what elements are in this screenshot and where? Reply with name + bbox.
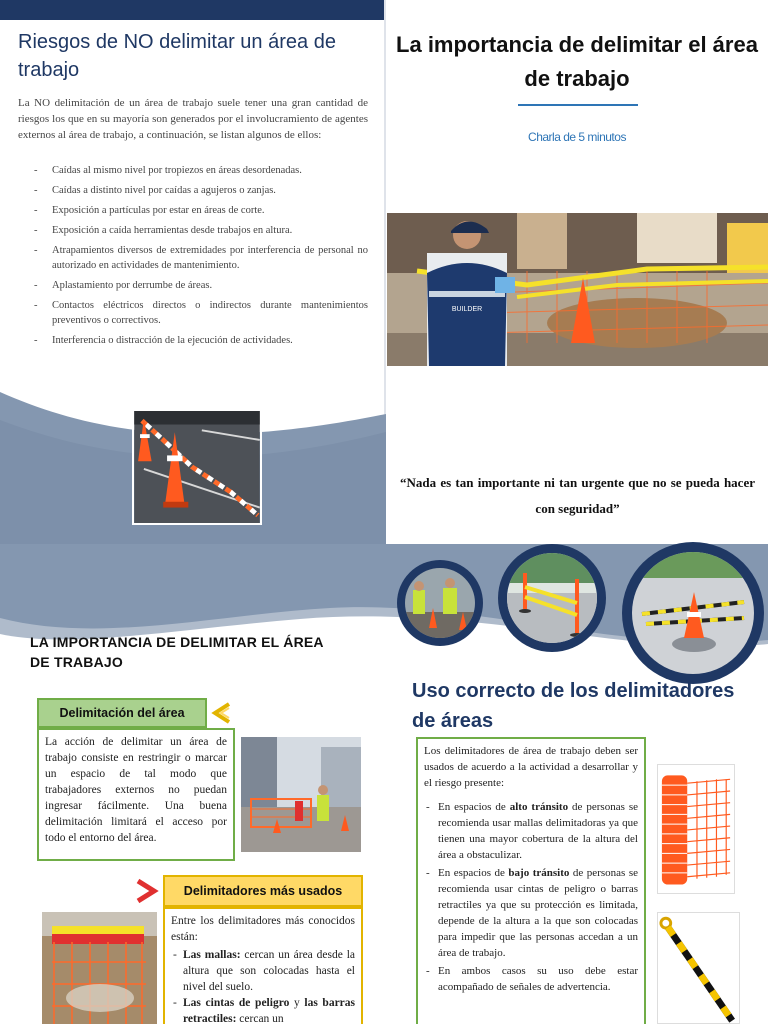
usage-box <box>416 737 646 1024</box>
item-text: cercan un área desde la altura que son colocadas hasta el nivel del suelo. <box>183 949 356 993</box>
item-bold: alto tránsito <box>509 801 569 813</box>
workers-circle-photo <box>397 560 483 646</box>
list-item <box>424 799 638 863</box>
item-text: y <box>289 997 305 1009</box>
list-item <box>171 947 355 995</box>
list-item: - Aplastamiento por derrumbe de áreas. <box>18 278 368 293</box>
item-text: de personas se recomienda usar mallas delimitadoras ya que tienen una mayor cobertura de la altura del área a obstaculizar. <box>438 801 638 861</box>
list-item: - Exposición a partículas por estar en áreas de corte. <box>18 203 368 218</box>
risks-title: Riesgos de NO delimitar un área de trabajo <box>18 31 336 81</box>
cover-subtitle: Charla de 5 minutos <box>528 130 626 144</box>
retractable-bar-photo <box>657 912 740 1024</box>
list-item: - Contactos eléctricos directos o indirectos durante mantenimientos preventivos o correctivos. <box>18 298 368 328</box>
list-item <box>171 995 355 1024</box>
chevron-left-icon <box>209 701 233 725</box>
chevron-right-icon <box>134 878 160 904</box>
list-item: - Caídas al mismo nivel por tropiezos en áreas desordenadas. <box>18 163 368 178</box>
title-underline <box>518 104 638 106</box>
list-item: - Caídas a distinto nivel por caídas a agujeros o zanjas. <box>18 183 368 198</box>
list-item: - Atrapamientos diversos de extremidades por interferencia de personal no autorizado en actividades de mantenimiento. <box>18 243 368 273</box>
cover-title: La importancia de delimitar el área de trabajo <box>396 32 758 91</box>
manhole-circle-photo <box>622 542 764 684</box>
item-bold: las barras retractiles: <box>183 997 356 1024</box>
safety-mesh-photo <box>657 764 735 894</box>
street-works-photo <box>241 737 361 852</box>
top-accent-bar <box>0 0 384 20</box>
excavation-photo <box>42 912 157 1024</box>
item-text: cercan un <box>236 1013 284 1024</box>
importance-title: LA IMPORTANCIA DE DELIMITAR EL ÁREA DE TRABAJO <box>30 634 324 670</box>
item-text: de personas se recomienda usar cintas de peligro o barras retractiles ya que su protección es limitada, depende de la altura a la que son colocadas para impedir que las personas accedan a un área de trabajo. <box>438 867 638 959</box>
delimitation-tag: Delimitación del área <box>37 698 207 728</box>
risks-list <box>18 163 368 353</box>
list-item: - En ambos casos su uso debe estar acompañado de señales de advertencia. <box>424 963 638 995</box>
item-bold: bajo tránsito <box>508 867 570 879</box>
common-delimiters-intro: Entre los delimitadores más conocidos están: <box>171 915 355 943</box>
list-item: - Exposición a caída herramientas desde trabajos en altura. <box>18 223 368 238</box>
worker-site-photo <box>387 213 768 366</box>
common-delimiters-box <box>163 907 363 1024</box>
usage-title: Uso correcto de los delimitadores de áreas <box>412 680 735 732</box>
vest-text: BUILDER <box>451 306 483 313</box>
item-text: En espacios de <box>438 867 509 879</box>
item-bold: Las cintas de peligro <box>183 997 290 1009</box>
list-item <box>424 865 638 961</box>
item-text: En espacios de <box>438 801 510 813</box>
barrier-circle-photo <box>498 544 606 652</box>
usage-intro: Los delimitadores de área de trabajo deben ser usados de acuerdo a la actividad a desarrollar y el riesgo presente: <box>424 745 638 789</box>
traffic-cones-photo <box>132 409 262 525</box>
safety-quote: “Nada es tan importante ni tan urgente que no se pueda hacer con seguridad” <box>400 475 755 516</box>
common-delimiters-tag: Delimitadores más usados <box>163 875 363 907</box>
list-item: - Interferencia o distracción de la ejecución de actividades. <box>18 333 368 348</box>
risks-intro: La NO delimitación de un área de trabajo suele tener una gran cantidad de riesgos los que en su mayoría son generados por el involucramiento de agentes externos al área de trabajo, a continuación, se listan algunos de ellos: <box>18 97 368 141</box>
delimitation-text: La acción de delimitar un área de trabajo consiste en restringir o marcar un espacio de tal modo que trabajadores externos no puedan ingresar fácilmente. Una buena delimitación limitará el acceso por todo el entorno del área. <box>37 728 235 861</box>
item-bold: Las mallas: <box>183 949 241 961</box>
